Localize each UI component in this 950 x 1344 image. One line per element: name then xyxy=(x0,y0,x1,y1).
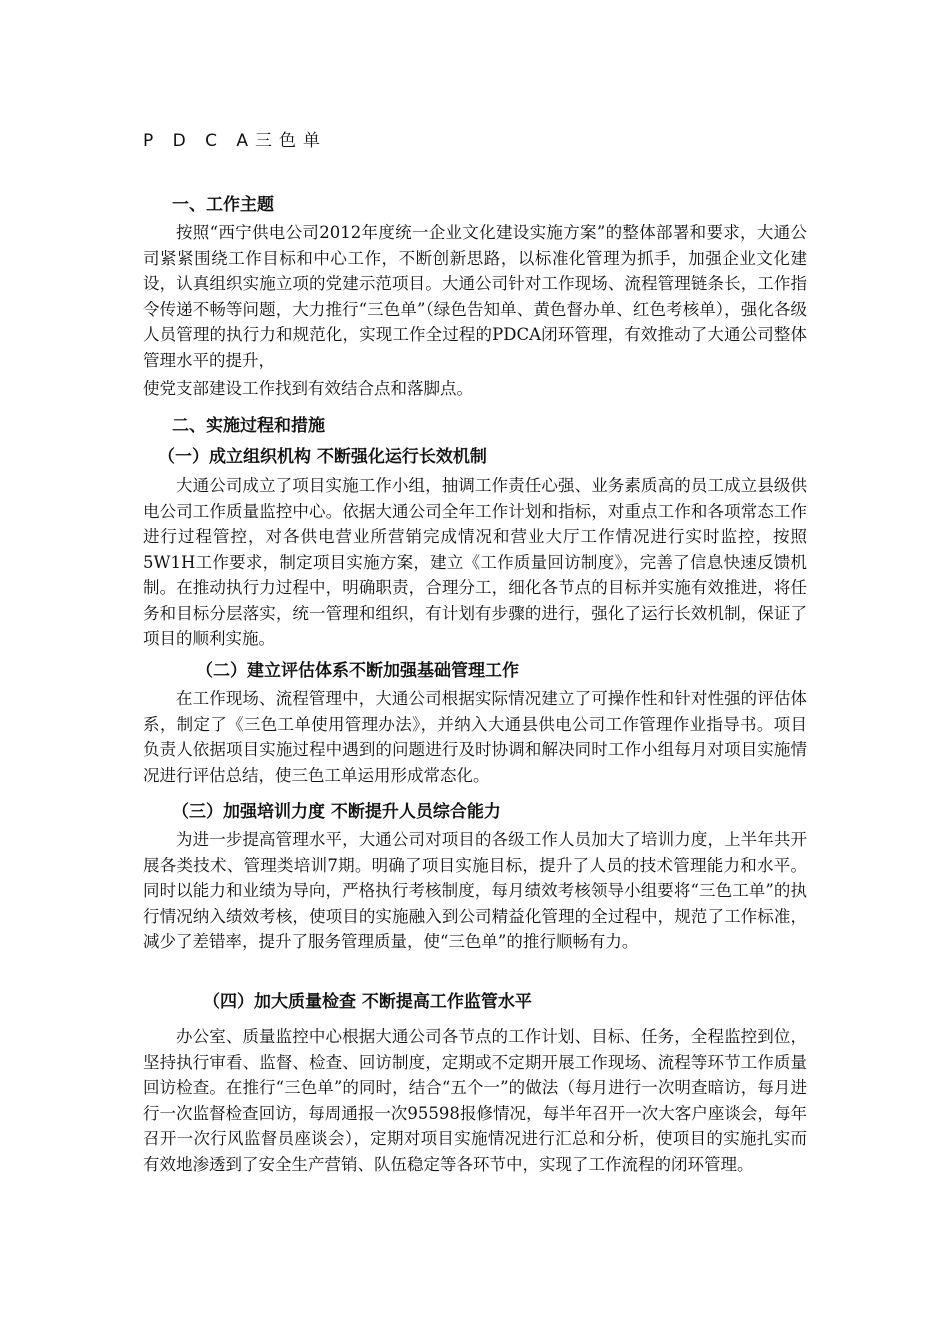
section-1-heading: 一、工作主题 xyxy=(172,195,274,215)
section-1-paragraph: 按照“西宁供电公司2012年度统一企业文化建设实施方案”的整体部署和要求，大通公司紧紧围绕工作目标和中心工作，不断创新思路，以标准化管理为抓手，加强企业文化建设，认真组织实施立项的党建示范项目。大通公司针对工作现场、流程管理链条长，工作指令传递不畅等问题，大力推行“三色单”（绿色告知单、黄色督办单、红色考核单），强化各级人员管理的执行力和规范化，实现工作全过程的PDCA闭环管理，有效推动了大通公司整体管理水平的提升， xyxy=(143,223,807,370)
subsection-4-heading: （四）加大质量检查 不断提高工作监管水平 xyxy=(203,992,532,1012)
subsection-1-heading: （一）成立组织机构 不断强化运行长效机制 xyxy=(158,447,487,467)
subsection-2-heading: （二）建立评估体系不断加强基础管理工作 xyxy=(196,661,519,681)
document-title: P D C A三色单 xyxy=(143,131,328,151)
subsection-4-paragraph: 办公室、质量监控中心根据大通公司各节点的工作计划、目标、任务，全程监控到位，坚持执行审看、监督、检查、回访制度，定期或不定期开展工作现场、流程等环节工作质量回访检查。在推行“三色单”的同时，结合“五个一”的做法（每月进行一次明查暗访，每月进行一次监督检查回访，每周通报一次95598报修情况，每半年召开一次大客户座谈会，每年召开一次行风监督员座谈会），定期对项目实施情况进行汇总和分析，使项目的实施扎实而有效地渗透到了安全生产营销、队伍稳定等各环节中，实现了工作流程的闭环管理。 xyxy=(143,1027,807,1174)
subsection-3-heading: （三）加强培训力度 不断提升人员综合能力 xyxy=(172,802,501,822)
section-2-heading: 二、实施过程和措施 xyxy=(172,416,325,436)
subsection-2-paragraph: 在工作现场、流程管理中，大通公司根据实际情况建立了可操作性和针对性强的评估体系，制定了《三色工单使用管理办法》，并纳入大通县供电公司工作管理作业指导书。项目负责人依据项目实施过程中遇到的问题进行及时协调和解决同时工作小组每月对项目实施情况进行评估总结，使三色工单运用形成常态化。 xyxy=(143,689,807,785)
section-1-paragraph-tail: 使党支部建设工作找到有效结合点和落脚点。 xyxy=(143,379,473,398)
subsection-3-paragraph: 为进一步提高管理水平，大通公司对项目的各级工作人员加大了培训力度，上半年共开展各类技术、管理类培训7期。明确了项目实施目标，提升了人员的技术管理能力和水平。同时以能力和业绩为导向，严格执行考核制度，每月绩效考核领导小组要将“三色工单”的执行情况纳入绩效考核，使项目的实施融入到公司精益化管理的全过程中，规范了工作标准，减少了差错率，提升了服务管理质量，使“三色单”的推行顺畅有力。 xyxy=(143,830,807,951)
subsection-1-paragraph: 大通公司成立了项目实施工作小组，抽调工作责任心强、业务素质高的员工成立县级供电公司工作质量监控中心。依据大通公司全年工作计划和指标，对重点工作和各项常态工作进行过程管控，对各供电营业所营销完成情况和营业大厅工作情况进行实时监控，按照5W1H工作要求，制定项目实施方案，建立《工作质量回访制度》，完善了信息快速反馈机制。在推动执行力过程中，明确职责，合理分工，细化各节点的目标并实施有效推进，将任务和目标分层落实，统一管理和组织，有计划有步骤的进行，强化了运行长效机制，保证了项目的顺利实施。 xyxy=(143,476,807,648)
